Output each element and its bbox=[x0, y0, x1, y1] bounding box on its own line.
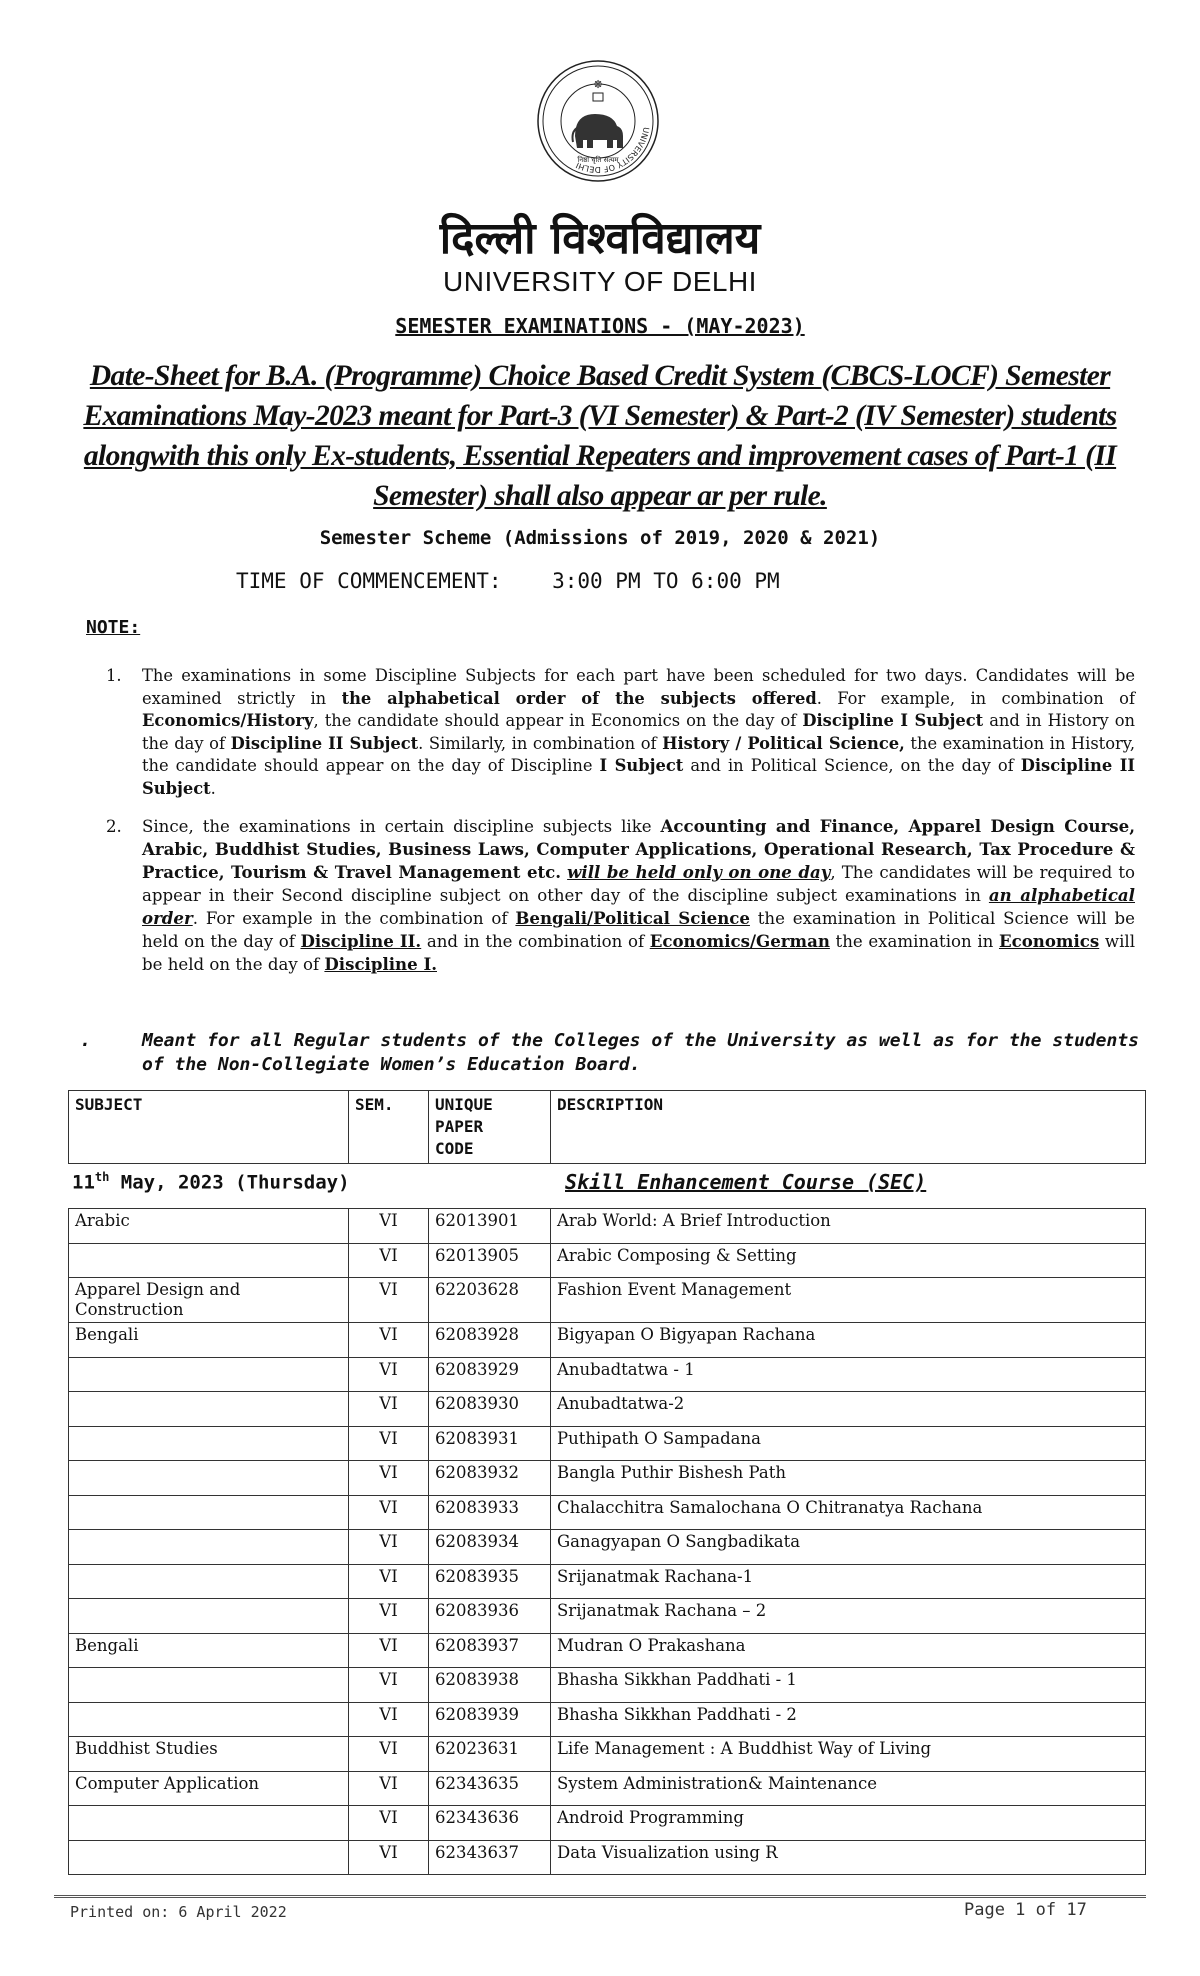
cell-code: 62083935 bbox=[429, 1564, 551, 1599]
note-number: 2. bbox=[106, 817, 122, 836]
cell-subject: Apparel Design and Construction bbox=[69, 1278, 349, 1323]
table-row bbox=[69, 1737, 1146, 1772]
datesheet-header-table bbox=[68, 1090, 1146, 1164]
cell-code: 62083936 bbox=[429, 1599, 551, 1634]
cell-code: 62083929 bbox=[429, 1357, 551, 1392]
cell-description: Anubadtatwa-2 bbox=[551, 1392, 1146, 1427]
cell-code: 62083932 bbox=[429, 1461, 551, 1496]
cell-code: 62343635 bbox=[429, 1771, 551, 1806]
table-row bbox=[69, 1771, 1146, 1806]
table-row bbox=[69, 1357, 1146, 1392]
cell-subject bbox=[69, 1357, 349, 1392]
cell-subject: Computer Application bbox=[69, 1771, 349, 1806]
table-row bbox=[69, 1530, 1146, 1565]
table-row bbox=[69, 1209, 1146, 1244]
cell-description: Chalacchitra Samalochana O Chitranatya Rachana bbox=[551, 1495, 1146, 1530]
svg-text:☸: ☸ bbox=[593, 78, 603, 91]
cell-description: Ganagyapan O Sangbadikata bbox=[551, 1530, 1146, 1565]
cell-sem: VI bbox=[349, 1737, 429, 1772]
cell-sem: VI bbox=[349, 1668, 429, 1703]
note-number: 1. bbox=[106, 666, 122, 685]
cell-description: System Administration& Maintenance bbox=[551, 1771, 1146, 1806]
cell-sem: VI bbox=[349, 1564, 429, 1599]
cell-sem: VI bbox=[349, 1357, 429, 1392]
table-row bbox=[69, 1668, 1146, 1703]
cell-description: Bhasha Sikkhan Paddhati - 2 bbox=[551, 1702, 1146, 1737]
cell-subject bbox=[69, 1806, 349, 1841]
cell-sem: VI bbox=[349, 1209, 429, 1244]
cell-code: 62013901 bbox=[429, 1209, 551, 1244]
cell-code: 62083933 bbox=[429, 1495, 551, 1530]
cell-subject bbox=[69, 1461, 349, 1496]
table-row bbox=[69, 1426, 1146, 1461]
cell-subject: Buddhist Studies bbox=[69, 1737, 349, 1772]
cell-code: 62083931 bbox=[429, 1426, 551, 1461]
cell-description: Puthipath O Sampadana bbox=[551, 1426, 1146, 1461]
course-table bbox=[68, 1208, 1146, 1875]
course-type: Skill Enhancement Course (SEC) bbox=[565, 1170, 927, 1194]
cell-sem: VI bbox=[349, 1771, 429, 1806]
cell-subject bbox=[69, 1495, 349, 1530]
cell-description: Srijanatmak Rachana-1 bbox=[551, 1564, 1146, 1599]
cell-sem: VI bbox=[349, 1426, 429, 1461]
seal-motto: निष्ठा धृति सत्यम् bbox=[577, 156, 619, 164]
cell-code: 62083934 bbox=[429, 1530, 551, 1565]
regular-students-note bbox=[80, 1029, 1140, 1077]
table-row bbox=[69, 1633, 1146, 1668]
cell-sem: VI bbox=[349, 1806, 429, 1841]
table-row bbox=[69, 1495, 1146, 1530]
cell-subject bbox=[69, 1243, 349, 1278]
note-item-1 bbox=[108, 665, 1135, 800]
university-name-hindi: दिल्ली विश्वविद्यालय bbox=[439, 213, 761, 264]
cell-code: 62083930 bbox=[429, 1392, 551, 1427]
exam-title: SEMESTER EXAMINATIONS - (MAY-2023) bbox=[395, 314, 805, 338]
note-text: Since, the examinations in certain discipline subjects like Accounting and Finance, Apparel Design Course, Arabic, Buddhist Studies, Business Laws, Computer Applications, Operational Research, Tax Procedure & Practice, Tourism & Travel Management etc. will be held only on one day, The candidates will be required to appear in their Second discipline subject on other day of the discipline subject examinations in an alphabetical order. For example in the combination of Bengali/Political Science the examination in Political Science will be held on the day of Discipline II. and in the combination of Economics/German the examination in Economics will be held on the day of Discipline I. bbox=[142, 816, 1135, 974]
cell-description: Data Visualization using R bbox=[551, 1840, 1146, 1875]
table-row bbox=[69, 1702, 1146, 1737]
header-subject: SUBJECT bbox=[69, 1091, 349, 1164]
table-row bbox=[69, 1806, 1146, 1841]
page-number: Page 1 of 17 bbox=[964, 1900, 1087, 1920]
cell-sem: VI bbox=[349, 1702, 429, 1737]
cell-code: 62343636 bbox=[429, 1806, 551, 1841]
cell-description: Anubadtatwa - 1 bbox=[551, 1357, 1146, 1392]
time-label: TIME OF COMMENCEMENT: bbox=[236, 569, 502, 593]
cell-subject bbox=[69, 1426, 349, 1461]
university-seal-logo bbox=[535, 58, 661, 184]
printed-on: Printed on: 6 April 2022 bbox=[70, 1903, 287, 1921]
cell-description: Android Programming bbox=[551, 1806, 1146, 1841]
cell-subject bbox=[69, 1599, 349, 1634]
table-row bbox=[69, 1243, 1146, 1278]
cell-sem: VI bbox=[349, 1495, 429, 1530]
cell-sem: VI bbox=[349, 1323, 429, 1358]
cell-description: Bigyapan O Bigyapan Rachana bbox=[551, 1323, 1146, 1358]
table-row bbox=[69, 1392, 1146, 1427]
cell-subject: Arabic bbox=[69, 1209, 349, 1244]
note-text: The examinations in some Discipline Subjects for each part have been scheduled for two days. Candidates will be examined strictly in the alphabetical order of the subjects offered. For example, in combination of Economics/History, the candidate should appear in Economics on the day of Discipline I Subject and in History on the day of Discipline II Subject. Similarly, in combination of History / Political Science, the examination in History, the candidate should appear on the day of Discipline I Subject and in Political Science, on the day of Discipline II Subject. bbox=[142, 666, 1136, 798]
cell-sem: VI bbox=[349, 1278, 429, 1323]
time-of-commencement bbox=[236, 569, 780, 593]
cell-subject bbox=[69, 1530, 349, 1565]
cell-sem: VI bbox=[349, 1840, 429, 1875]
cell-subject bbox=[69, 1840, 349, 1875]
cell-sem: VI bbox=[349, 1633, 429, 1668]
table-row bbox=[69, 1323, 1146, 1358]
cell-subject bbox=[69, 1392, 349, 1427]
cell-description: Fashion Event Management bbox=[551, 1278, 1146, 1323]
cell-code: 62203628 bbox=[429, 1278, 551, 1323]
note-heading: NOTE: bbox=[86, 617, 141, 638]
cell-code: 62083939 bbox=[429, 1702, 551, 1737]
cell-sem: VI bbox=[349, 1599, 429, 1634]
footer-divider bbox=[54, 1895, 1146, 1898]
table-row bbox=[69, 1564, 1146, 1599]
table-row bbox=[69, 1278, 1146, 1323]
header-description: DESCRIPTION bbox=[551, 1091, 1146, 1164]
cell-sem: VI bbox=[349, 1461, 429, 1496]
cell-description: Bhasha Sikkhan Paddhati - 1 bbox=[551, 1668, 1146, 1703]
cell-sem: VI bbox=[349, 1243, 429, 1278]
cell-code: 62023631 bbox=[429, 1737, 551, 1772]
seal-ring-text: UNIVERSITY OF DELHI bbox=[574, 126, 651, 175]
cell-sem: VI bbox=[349, 1530, 429, 1565]
table-row bbox=[69, 1461, 1146, 1496]
cell-subject: Bengali bbox=[69, 1323, 349, 1358]
bullet: . bbox=[80, 1030, 91, 1051]
header-row bbox=[69, 1091, 1146, 1164]
exam-date: 11th May, 2023 (Thursday) bbox=[72, 1170, 350, 1194]
cell-description: Arab World: A Brief Introduction bbox=[551, 1209, 1146, 1244]
header-sem: SEM. bbox=[349, 1091, 429, 1164]
table-row bbox=[69, 1599, 1146, 1634]
cell-sem: VI bbox=[349, 1392, 429, 1427]
time-value: 3:00 PM TO 6:00 PM bbox=[552, 569, 780, 593]
cell-description: Bangla Puthir Bishesh Path bbox=[551, 1461, 1146, 1496]
cell-code: 62083937 bbox=[429, 1633, 551, 1668]
cell-description: Life Management : A Buddhist Way of Living bbox=[551, 1737, 1146, 1772]
table-row bbox=[69, 1840, 1146, 1875]
cell-description: Mudran O Prakashana bbox=[551, 1633, 1146, 1668]
cell-subject: Bengali bbox=[69, 1633, 349, 1668]
header-code: UNIQUE PAPER CODE bbox=[429, 1091, 551, 1164]
cell-code: 62013905 bbox=[429, 1243, 551, 1278]
cell-subject bbox=[69, 1702, 349, 1737]
semester-scheme: Semester Scheme (Admissions of 2019, 2020 & 2021) bbox=[319, 527, 881, 549]
note-item-2 bbox=[108, 815, 1135, 976]
cell-description: Srijanatmak Rachana – 2 bbox=[551, 1599, 1146, 1634]
regular-note-text: Meant for all Regular students of the Colleges of the University as well as for the students of the Non-Collegiate Women’s Education Board. bbox=[142, 1030, 1139, 1075]
datesheet-heading: Date-Sheet for B.A. (Programme) Choice Based Credit System (CBCS-LOCF) Semester Examinations May-2023 meant for Part-3 (VI Semester) & Part-2 (IV Semester) students alongwith this only Ex-students, Essential Repeaters and improvement cases of Part-1 (II Semester) shall also appear ar per rule. bbox=[83, 360, 1117, 512]
cell-code: 62083938 bbox=[429, 1668, 551, 1703]
cell-subject bbox=[69, 1564, 349, 1599]
cell-subject bbox=[69, 1668, 349, 1703]
cell-code: 62083928 bbox=[429, 1323, 551, 1358]
cell-code: 62343637 bbox=[429, 1840, 551, 1875]
university-name-english: UNIVERSITY OF DELHI bbox=[443, 266, 757, 297]
cell-description: Arabic Composing & Setting bbox=[551, 1243, 1146, 1278]
